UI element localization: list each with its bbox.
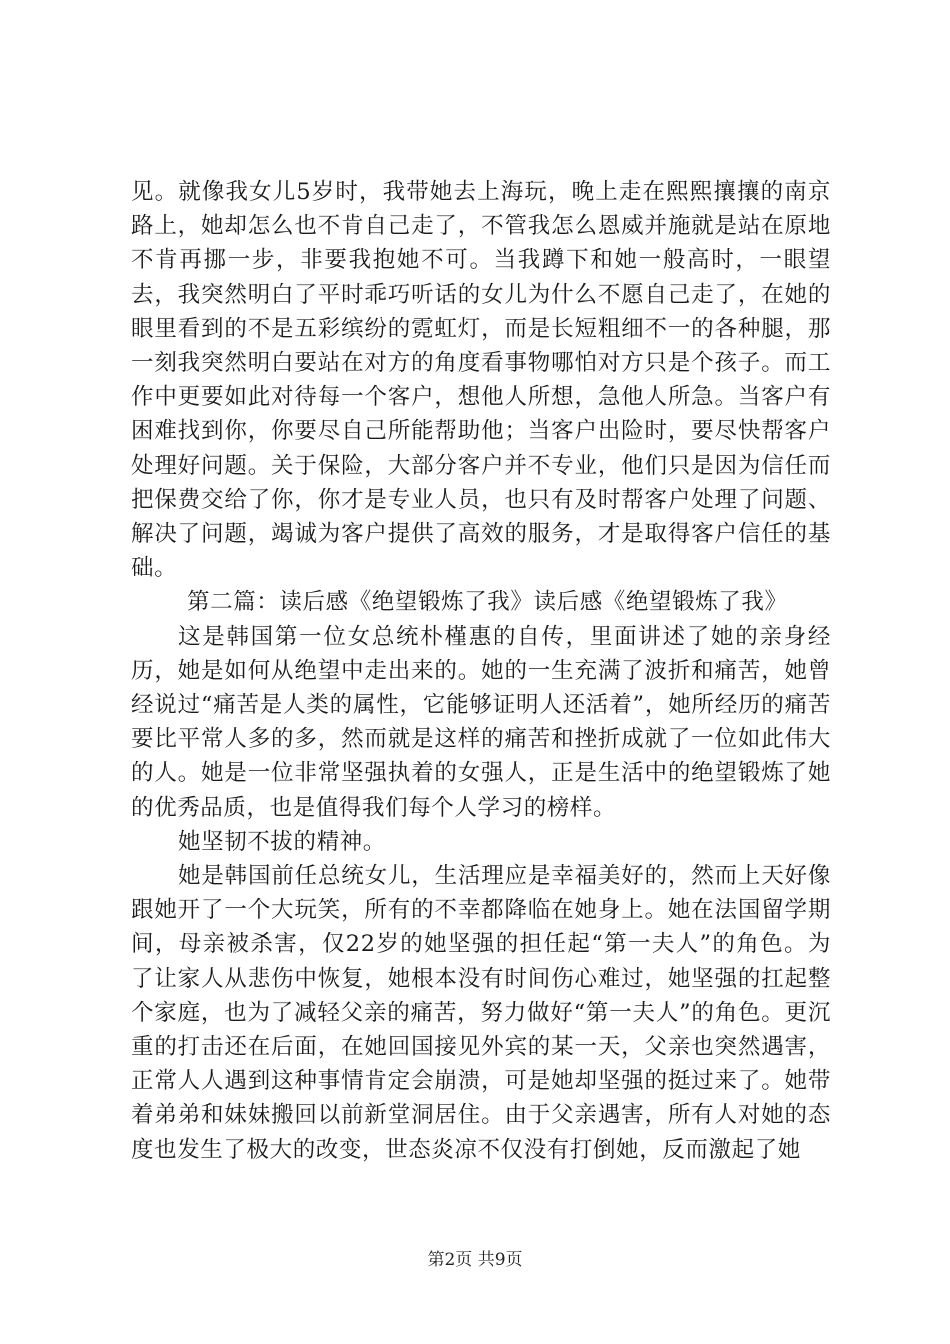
paragraph-intro: 这是韩国第一位女总统朴槿惠的自传，里面讲述了她的亲身经历，她是如何从绝望中走出来的。她的一生充满了波折和痛苦，她曾经说过“痛苦是人类的属性，它能够证明人还活着”，她所经历的痛苦要比平常人多的多，然而就是这样的痛苦和挫折成就了一位如此伟大的人。她是一位非常坚强执着的女强人，正是生活中的绝望锻炼了她的优秀品质，也是值得我们每个人学习的榜样。 [131,623,831,821]
document-body [131,175,831,1167]
paragraph-continuation: 见。就像我女儿5岁时，我带她去上海玩，晚上走在熙熙攘攘的南京路上，她却怎么也不肯自己走了，不管我怎么恩威并施就是站在原地不肯再挪一步，非要我抱她不可。当我蹲下和她一般高时，一眼望去，我突然明白了平时乖巧听话的女儿为什么不愿自己走了，在她的眼里看到的不是五彩缤纷的霓虹灯，而是长短粗细不一的各种腿，那一刻我突然明白要站在对方的角度看事物哪怕对方只是个孩子。而工作中更要如此对待每一个客户，想他人所想，急他人所急。当客户有困难找到你，你要尽自己所能帮助他；当客户出险时，要尽快帮客户处理好问题。关于保险，大部分客户并不专业，他们只是因为信任而把保费交给了你，你才是专业人员，也只有及时帮客户处理了问题、解决了问题，竭诚为客户提供了高效的服务，才是取得客户信任的基础。 [131,179,831,582]
paragraph-story: 她是韩国前任总统女儿，生活理应是幸福美好的，然而上天好像跟她开了一个大玩笑，所有的不幸都降临在她身上。她在法国留学期间，母亲被杀害，仅22岁的她坚强的担任起“第一夫人”的角色。为了让家人从悲伤中恢复，她根本没有时间伤心难过，她坚强的扛起整个家庭，也为了减轻父亲的痛苦，努力做好“第一夫人”的角色。更沉重的打击还在后面，在她回国接见外宾的某一天，父亲也突然遇害，正常人人遇到这种事情肯定会崩溃，可是她却坚强的挺过来了。她带着弟弟和妹妹搬回以前新堂洞居住。由于父亲遇害，所有人对她的态度也发生了极大的改变，世态炎凉不仅没有打倒她，反而激起了她 [131,863,831,1163]
paragraph-subheading: 她坚韧不拔的精神。 [178,828,386,855]
section-heading: 第二篇：读后感《绝望锻炼了我》读后感《绝望锻炼了我》 [187,589,788,616]
page-footer: 第2页 共9页 [427,1250,523,1270]
